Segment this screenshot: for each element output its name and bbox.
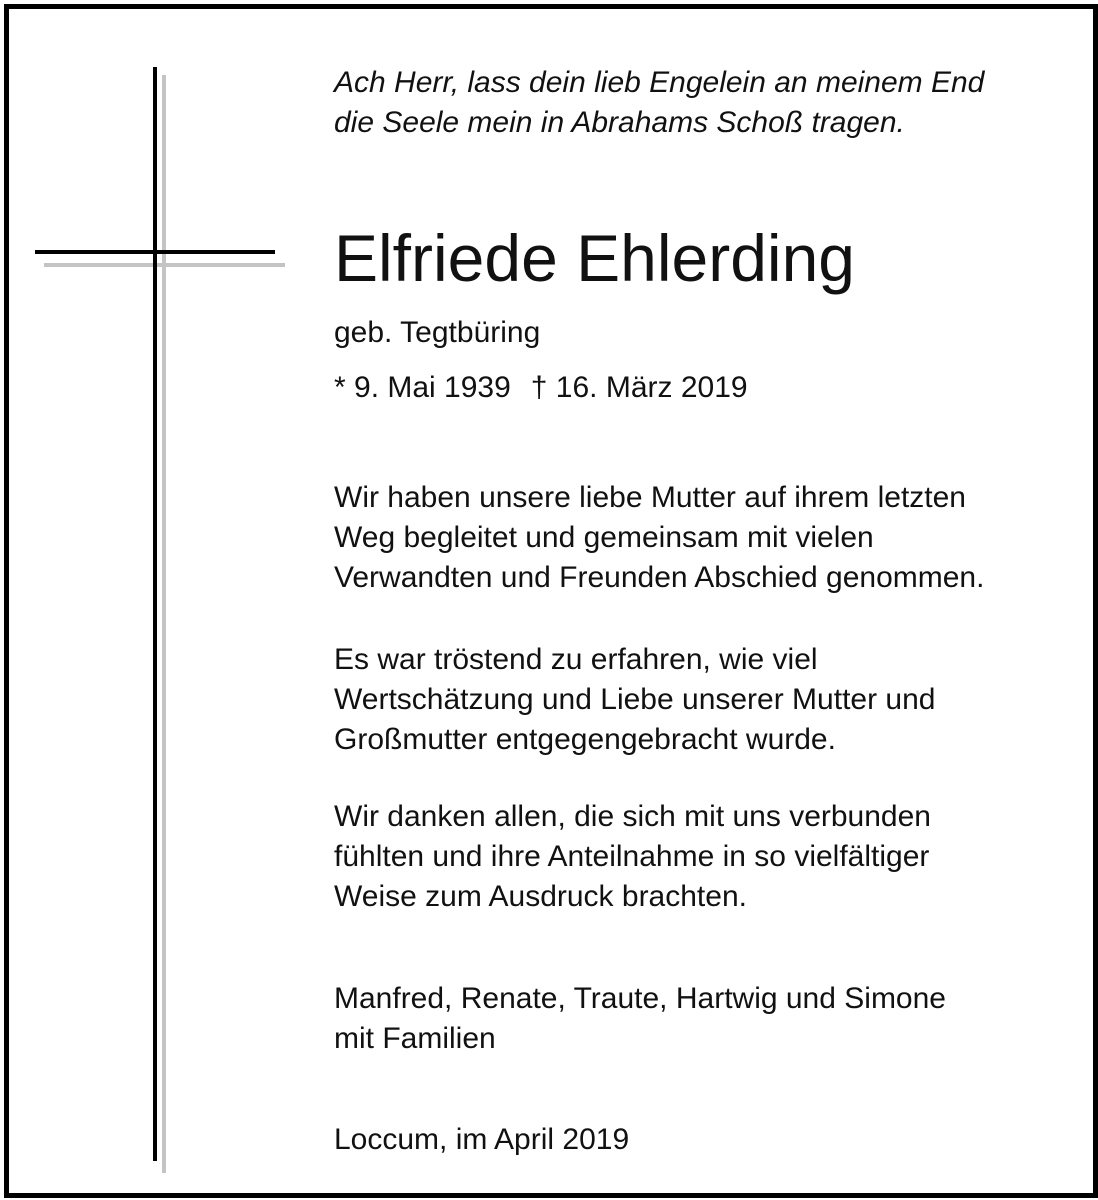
cross-vertical-shadow bbox=[162, 75, 166, 1173]
paragraph-line: Wertschätzung und Liebe unserer Mutter und bbox=[334, 683, 936, 716]
bible-verse bbox=[334, 63, 984, 143]
birth-date: * 9. Mai 1939 bbox=[334, 371, 511, 404]
deceased-name: Elfriede Ehlerding bbox=[334, 221, 855, 295]
paragraph-line: Wir haben unsere liebe Mutter auf ihrem letzten bbox=[334, 481, 966, 514]
cross-vertical-bar bbox=[153, 67, 157, 1161]
paragraph-line: fühlten und ihre Anteilnahme in so vielfältiger bbox=[334, 840, 930, 873]
paragraph-comfort bbox=[334, 640, 935, 760]
signers-line-1: Manfred, Renate, Traute, Hartwig und Simone bbox=[334, 982, 946, 1015]
paragraph-line: Weise zum Ausdruck brachten. bbox=[334, 880, 747, 913]
cross-horizontal-bar bbox=[35, 250, 275, 254]
paragraph-thanks bbox=[334, 797, 931, 917]
paragraph-line: Es war tröstend zu erfahren, wie viel bbox=[334, 643, 818, 676]
signers bbox=[334, 979, 946, 1059]
life-dates bbox=[334, 368, 748, 408]
death-date: † 16. März 2019 bbox=[530, 371, 748, 404]
paragraph-line: Weg begleitet und gemeinsam mit vielen bbox=[334, 521, 874, 554]
paragraph-line: Verwandten und Freunden Abschied genommen. bbox=[334, 561, 985, 594]
signers-line-2: mit Familien bbox=[334, 1022, 496, 1055]
paragraph-farewell bbox=[334, 478, 984, 598]
cross-horizontal-shadow bbox=[44, 263, 285, 267]
verse-line-2: die Seele mein in Abrahams Schoß tragen. bbox=[334, 106, 905, 139]
maiden-name: geb. Tegtbüring bbox=[334, 316, 541, 349]
verse-line-1: Ach Herr, lass dein lieb Engelein an meinem End bbox=[334, 66, 985, 99]
paragraph-line: Großmutter entgegengebracht wurde. bbox=[334, 723, 836, 756]
place-date: Loccum, im April 2019 bbox=[334, 1123, 630, 1156]
paragraph-line: Wir danken allen, die sich mit uns verbunden bbox=[334, 800, 931, 833]
